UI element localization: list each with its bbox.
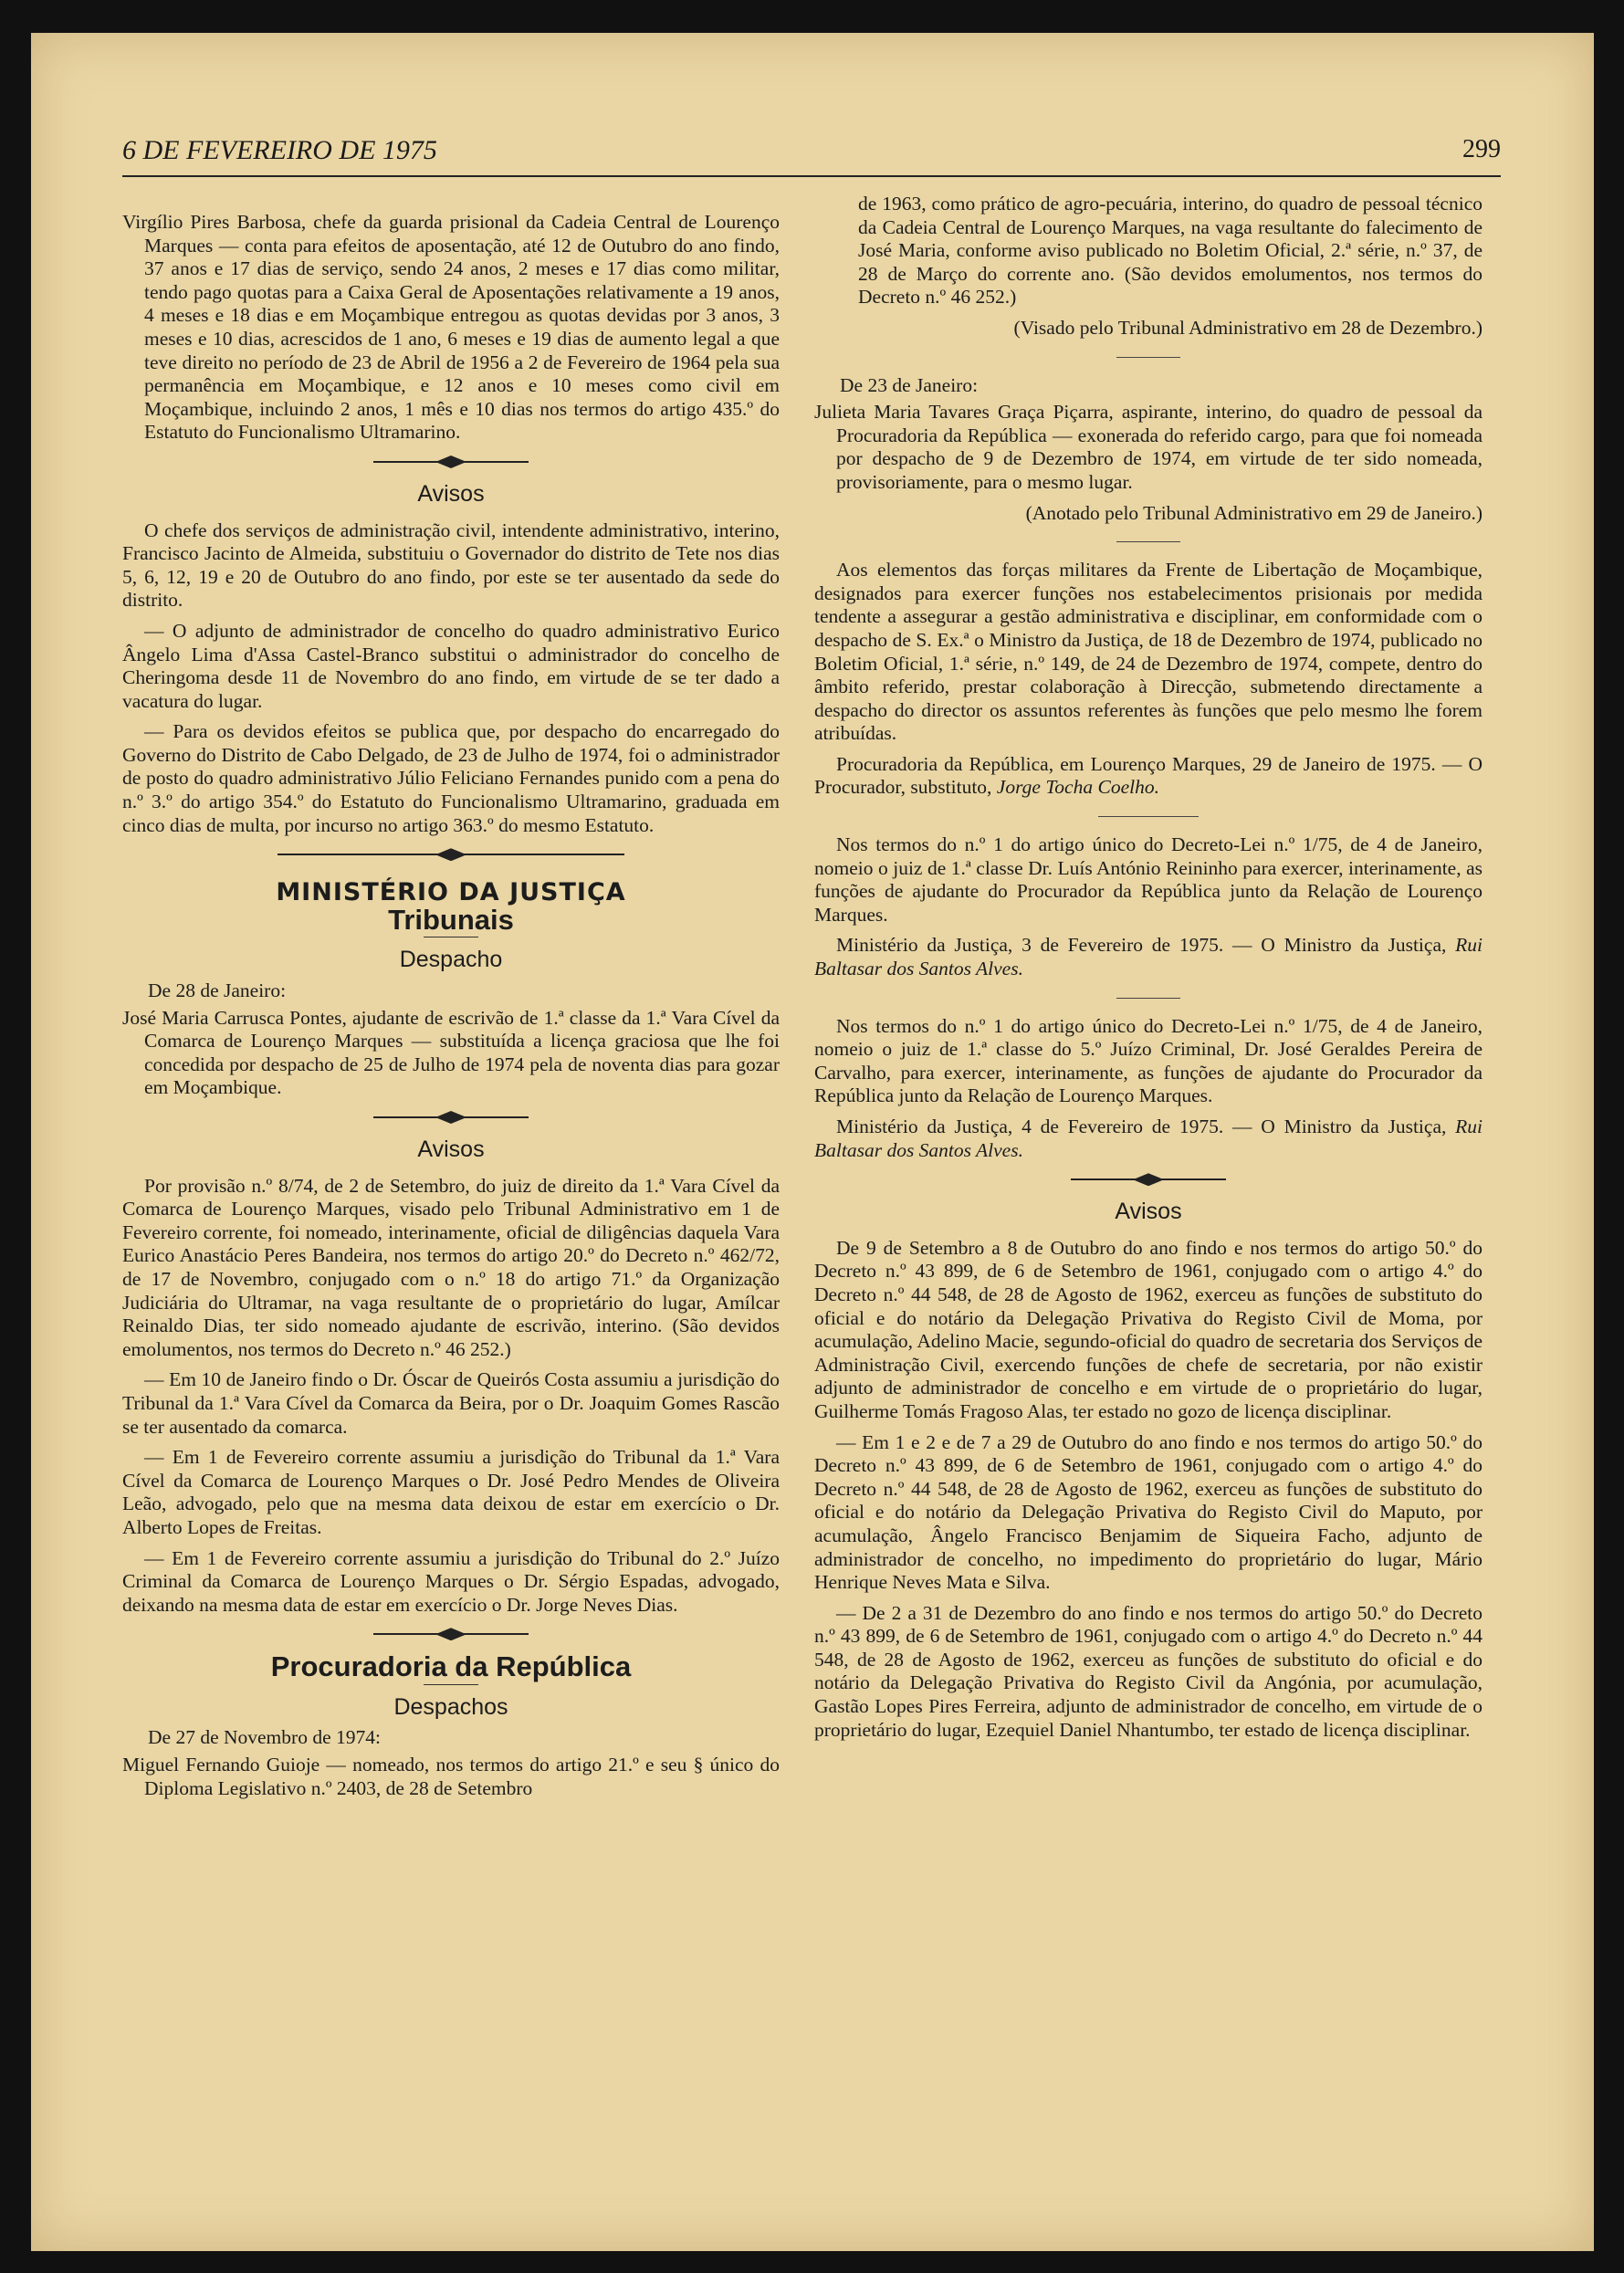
rule — [424, 1684, 478, 1685]
visado-note: (Visado pelo Tribunal Administrativo em 28 de Dezembro.) — [1013, 316, 1483, 339]
rule — [1116, 541, 1180, 542]
despacho-date: De 28 de Janeiro: — [148, 979, 287, 1002]
decree-paragraph: Nos termos do n.º 1 do artigo único do Decreto-Lei n.º 1/75, de 4 de Janeiro, nomeio o juiz de 1.ª classe do 5.º Juízo Criminal, Dr. José Geraldes Pereira de Carvalho, para exercer, interinamente, as funções de ajudante do Procurador da República junto da Relação de Lourenço Marques. — [814, 1014, 1483, 1107]
section-heading-avisos: Avisos — [1115, 1199, 1182, 1225]
document-page — [31, 33, 1594, 2251]
aviso-paragraph: — O adjunto de administrador de concelho do quadro administrativo Eurico Ângelo Lima d'Assa Castel-Branco substitui o administrador do concelho de Cheringoma desde 11 de Novembro do ano findo, em virtude de se ter dado a vacatura do lugar. — [122, 619, 780, 712]
julieta-paragraph: Julieta Maria Tavares Graça Piçarra, aspirante, interino, do quadro de pessoal da Procuradoria da República — exonerada do referido cargo, para que foi nomeada por despacho de 9 de Dezembro de 1974, em virtude de ter sido nomeada, provisoriamente, para o mesmo lugar. — [814, 401, 1483, 493]
ornament-divider — [373, 454, 529, 470]
tribunais-title: Tribunais — [388, 903, 514, 936]
ministry-title: MINISTÉRIO DA JUSTIÇA — [276, 878, 626, 907]
decree-signature — [814, 1116, 1483, 1162]
aviso-paragraph: — Em 1 e 2 e de 7 a 29 de Outubro do ano findo e nos termos do artigo 50.º do Decreto n.º 43 899, de 6 de Setembro de 1961, conjugado com o artigo 4.º do Decreto n.º 44 548, de 28 de Agosto de 1962, exerceu as funções de substituto do oficial e do notário da Delegação Privativa do Registo Civil do Maputo, por acumulação, Ângelo Francisco Benjamim de Siqueira Facho, adjunto de administrador de concelho, no impedimento do proprietário do lugar, Mário Henrique Neves Mata e Silva. — [814, 1430, 1483, 1594]
page-header — [122, 131, 1501, 177]
rule — [1098, 816, 1199, 817]
frelimo-paragraph: Aos elementos das forças militares da Frente de Libertação de Moçambique, designados para exercer funções nos estabelecimentos prisionais por medida tendente a assegurar a gestão administrativa e disciplinar, em conformidade com o despacho de S. Ex.ª o Ministro da Justiça, de 18 de Dezembro de 1974, publicado no Boletim Oficial, 1.ª série, n.º 149, de 24 de Dezembro de 1974, compete, dentro do âmbito referido, prestar colaboração à Direcção, submetendo directamente a despacho do director os assuntos referentes às funções que pelo mesmo lhe forem atribuídas. — [814, 559, 1483, 745]
ornament-divider — [278, 846, 624, 863]
signature-name: Rui Baltasar dos Santos Alves. — [814, 1116, 1483, 1161]
left-column — [122, 211, 780, 1807]
procuradoria-title: Procuradoria da República — [270, 1650, 632, 1683]
page-number: 299 — [1462, 135, 1501, 163]
anotado-note: (Anotado pelo Tribunal Administrativo em 29 de Janeiro.) — [1025, 501, 1483, 524]
despachos-date: De 27 de Novembro de 1974: — [148, 1726, 381, 1749]
ornament-divider — [373, 1626, 529, 1642]
section-heading-avisos: Avisos — [417, 480, 485, 507]
issue-date: 6 DE FEVEREIRO DE 1975 — [122, 135, 437, 165]
rule — [1116, 998, 1180, 999]
aviso-paragraph: — Para os devidos efeitos se publica que, por despacho do encarregado do Governo do Distrito de Cabo Delgado, de 23 de Julho de 1974, foi o administrador de posto do quadro administrativo Júlio Feliciano Fernandes punido com a pena do n.º 3.º do artigo 354.º do Estatuto do Funcionalismo Ultramarino, graduada em cinco dias de multa, por incurso no artigo 363.º do mesmo Estatuto. — [122, 720, 780, 836]
despacho-date: De 23 de Janeiro: — [840, 373, 979, 396]
despacho-paragraph: José Maria Carrusca Pontes, ajudante de escrivão de 1.ª classe da 1.ª Vara Cível da Comarca de Lourenço Marques — substituída a licença graciosa que lhe foi concedida por despacho de 25 de Julho de 1974 pela de noventa dias para gozar em Moçambique. — [122, 1006, 780, 1099]
ornament-divider — [1071, 1171, 1226, 1188]
aviso-paragraph: De 9 de Setembro a 8 de Outubro do ano findo e nos termos do artigo 50.º do Decreto n.º 43 899, de 6 de Setembro de 1961, conjugado com o artigo 4.º do Decreto n.º 44 548, de 28 de Agosto de 1962, exerceu as funções de substituto do oficial e do notário da Delegação Privativa do Registo Civil de Moma, por acumulação, Adelino Macie, segundo-oficial do quadro de secretaria dos Serviços de Administração Civil, exercendo funções de chefe de secretaria, por não existir adjunto de administrador de concelho e em virtude de o proprietário do lugar, Guilherme Tomás Fragoso Alas, ter estado no gozo de licença disciplinar. — [814, 1236, 1483, 1422]
signature-text: Procuradoria da República, em Lourenço Marques, 29 de Janeiro de 1975. — O Procurador, substituto, — [814, 752, 1483, 799]
section-heading-avisos: Avisos — [417, 1136, 485, 1162]
signature-text: Ministério da Justiça, 4 de Fevereiro de 1975. — O Ministro da Justiça, — [836, 1116, 1456, 1137]
pension-paragraph: Virgílio Pires Barbosa, chefe da guarda prisional da Cadeia Central de Lourenço Marques — conta para efeitos de aposentação, até 12 de Outubro do ano findo, 37 anos e 17 dias de serviço, sendo 24 anos, 2 meses e 17 dias como militar, tendo pago quotas para a Caixa Geral de Aposentações relativamente a 19 anos, 4 meses e 18 dias e em Moçambique entregou as quotas devidas por 3 anos, 3 meses e 10 dias, acrescidos de 1 ano, 6 meses e 19 dias de aumento legal a que teve direito no período de 23 de Abril de 1956 a 2 de Fevereiro de 1964 pela sua permanência em Moçambique, e 12 anos e 10 meses como civil em Moçambique, incluindo 2 anos, 1 mês e 10 dias nos termos do artigo 435.º do Estatuto do Funcionalismo Ultramarino. — [122, 211, 780, 444]
aviso-paragraph: Por provisão n.º 8/74, de 2 de Setembro, do juiz de direito da 1.ª Vara Cível da Comarca de Lourenço Marques, visado pelo Tribunal Administrativo em 1 de Fevereiro corrente, foi nomeado, interinamente, oficial de diligências daquela Vara Eurico Anastácio Peres Bandeira, nos termos do artigo 20.º do Decreto n.º 462/72, de 17 de Novembro, conjugado com o n.º 18 do artigo 71.º da Organização Judiciária do Ultramar, na vaga resultante de o proprietário do lugar, Amílcar Reinaldo Dias, ter sido nomeado ajudante de escrivão, interino. (São devidos emolumentos, nos termos do Decreto n.º 46 252.) — [122, 1174, 780, 1360]
signature-name: Rui Baltasar dos Santos Alves. — [814, 934, 1483, 980]
decree-signature — [814, 934, 1483, 980]
signature-name: Jorge Tocha Coelho. — [996, 776, 1159, 799]
aviso-paragraph: — De 2 a 31 de Dezembro do ano findo e nos termos do artigo 50.º do Decreto n.º 43 899, de 6 de Setembro de 1961, conjugado com o artigo 4.º do Decreto n.º 44 548, de 28 de Agosto de 1962, exerceu as funções de substituto do oficial e do notário da Delegação Privativa do Registo Civil da Angónia, por acumulação, Gastão Lopes Pires Ferreira, adjunto de administrador de concelho, em virtude de o proprietário do lugar, Ezequiel Daniel Nhantumbo, ter estado de licença disciplinar. — [814, 1601, 1483, 1741]
decree-paragraph: Nos termos do n.º 1 do artigo único do Decreto-Lei n.º 1/75, de 4 de Janeiro, nomeio o juiz de 1.ª classe Dr. Luís António Reininho para exercer, interinamente, as funções de ajudante do Procurador da República junto da Relação de Lourenço Marques. — [814, 833, 1483, 926]
right-column — [814, 193, 1483, 1749]
despachos-heading: Despachos — [393, 1693, 508, 1720]
despachos-paragraph: Miguel Fernando Guioje — nomeado, nos termos do artigo 21.º e seu § único do Diploma Legislativo n.º 2403, de 28 de Setembro — [122, 1754, 780, 1799]
ornament-divider — [373, 1109, 529, 1126]
aviso-paragraph: — Em 10 de Janeiro findo o Dr. Óscar de Queirós Costa assumiu a jurisdição do Tribunal da 1.ª Vara Cível da Comarca da Beira, por o Dr. Joaquim Gomes Rascão se ter ausentado da comarca. — [122, 1368, 780, 1438]
aviso-paragraph: O chefe dos serviços de administração civil, intendente administrativo, interino, Francisco Jacinto de Almeida, substituiu o Governador do distrito de Tete nos dias 5, 6, 12, 19 e 20 de Outubro do ano findo, por este se ter ausentado da sede do distrito. — [122, 518, 780, 612]
despacho-heading: Despacho — [399, 947, 503, 973]
procuradoria-signature — [814, 753, 1483, 800]
rule — [1116, 357, 1180, 358]
signature-text: Ministério da Justiça, 3 de Fevereiro de 1975. — O Ministro da Justiça, — [836, 934, 1456, 957]
aviso-paragraph: — Em 1 de Fevereiro corrente assumiu a jurisdição do Tribunal da 1.ª Vara Cível da Comarca de Lourenço Marques o Dr. José Pedro Mendes de Oliveira Leão, advogado, pelo que na mesma data deixou de estar em exercício o Dr. Alberto Lopes de Freitas. — [122, 1446, 780, 1538]
continued-paragraph: de 1963, como prático de agro-pecuária, interino, do quadro de pessoal técnico da Cadeia Central de Lourenço Marques, na vaga resultante do falecimento de José Maria, conforme aviso publicado no Boletim Oficial, 2.ª série, n.º 37, de 28 de Março do corrente ano. (São devidos emolumentos, nos termos do Decreto n.º 46 252.) — [858, 193, 1483, 309]
aviso-paragraph: — Em 1 de Fevereiro corrente assumiu a jurisdição do Tribunal do 2.º Juízo Criminal da Comarca de Lourenço Marques o Dr. Sérgio Espadas, advogado, deixando na mesma data de estar em exercício o Dr. Jorge Neves Dias. — [122, 1546, 780, 1616]
